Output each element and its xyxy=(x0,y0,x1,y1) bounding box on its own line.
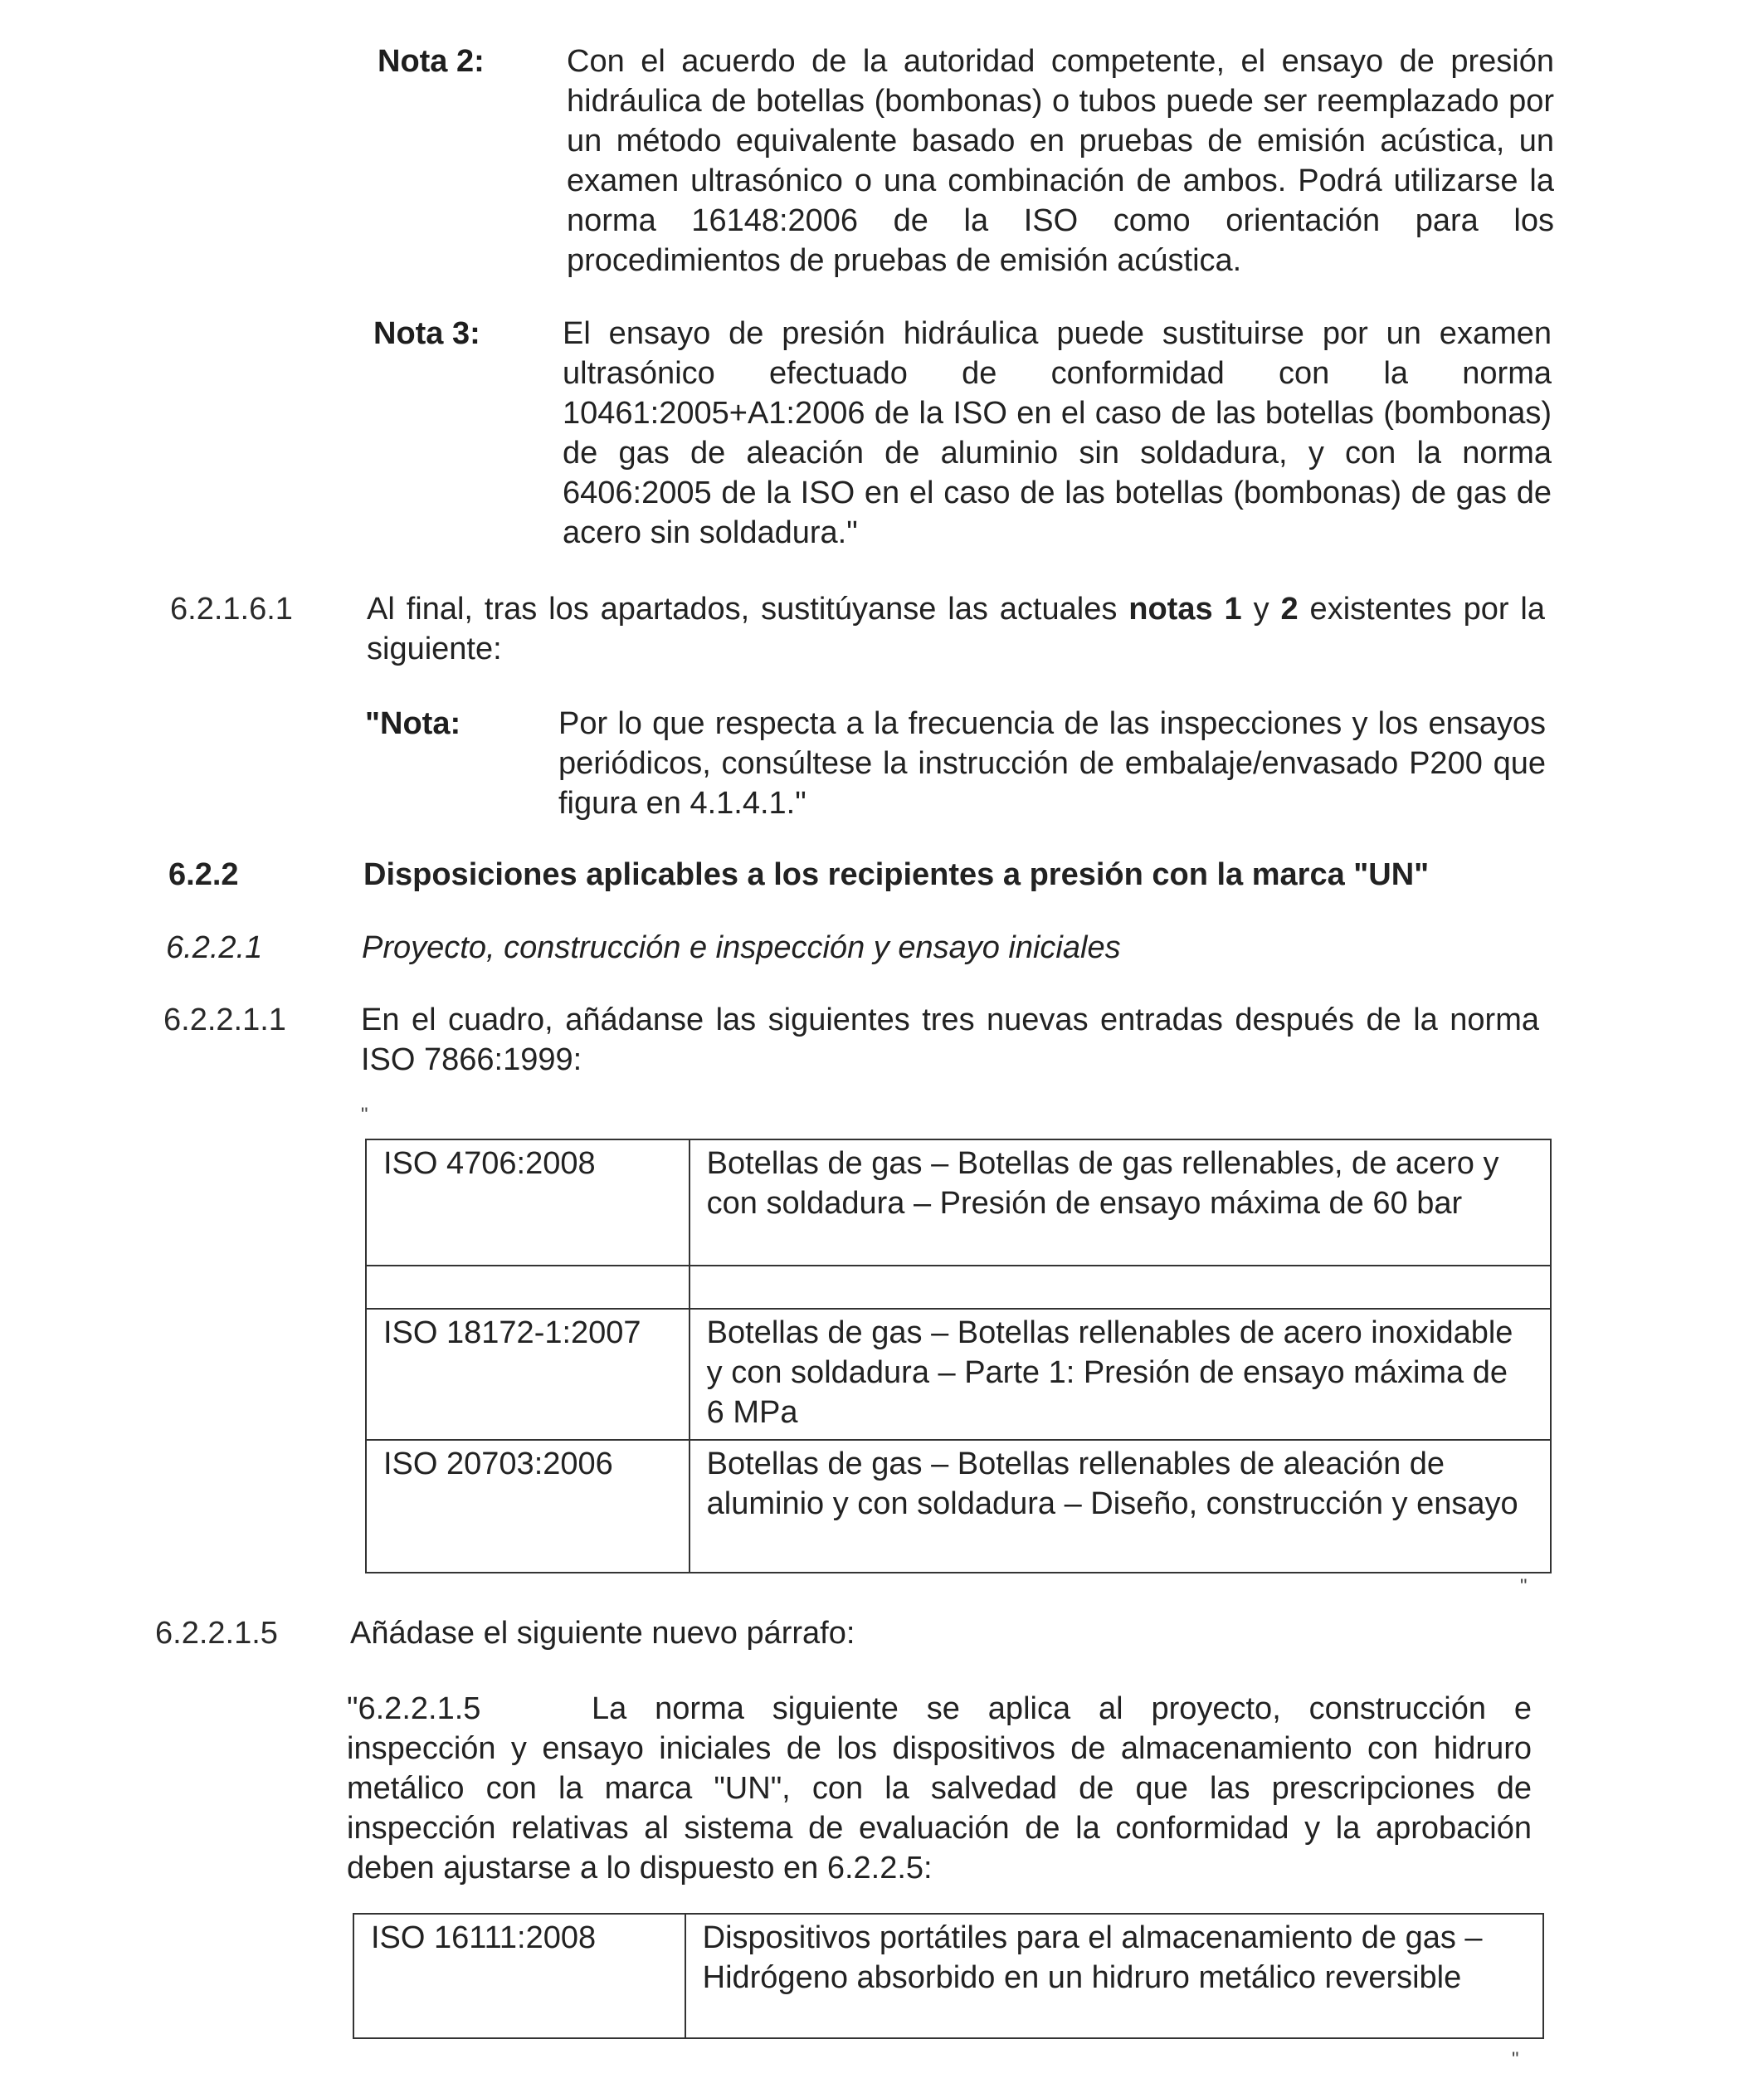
table-cell-description: Botellas de gas – Botellas rellenables de aleación de aluminio y con soldadura – Diseño, construcción y ensayo xyxy=(690,1440,1551,1573)
table-cell-description: Botellas de gas – Botellas de gas rellenables, de acero y con soldadura – Presión de ensayo máxima de 60 bar xyxy=(690,1139,1551,1266)
table-1-open-quote: " xyxy=(361,1104,368,1126)
note-2-label: Nota 2: xyxy=(378,44,485,79)
section-6-2-1-6-1-bold-two: 2 xyxy=(1280,592,1299,627)
section-6-2-1-6-1-text xyxy=(367,589,1545,669)
standards-table-1 xyxy=(365,1139,1552,1573)
table-cell-code: ISO 18172-1:2007 xyxy=(366,1309,690,1440)
table-row xyxy=(366,1440,1551,1573)
quoted-paragraph-number: "6.2.2.1.5 xyxy=(347,1691,481,1726)
quoted-paragraph-text: La norma siguiente se aplica al proyecto, construcción e inspección y ensayo iniciales de los dispositivos de almacenamiento con hidruro metálico con la marca "UN", con la salvedad de que las prescripciones de inspección relativas al sistema de evaluación de la conformidad y la aprobación deben ajustarse a lo dispuesto en 6.2.2.5: xyxy=(347,1691,1532,1886)
section-6-2-2-title: Disposiciones aplicables a los recipientes a presión con la marca "UN" xyxy=(363,857,1430,892)
table-row xyxy=(366,1266,1551,1309)
table-1-close-quote: " xyxy=(1520,1575,1528,1598)
table-row xyxy=(366,1309,1551,1440)
table-cell-code: ISO 16111:2008 xyxy=(353,1914,685,2038)
table-cell-description: Dispositivos portátiles para el almacenamiento de gas – Hidrógeno absorbido en un hidruro metálico reversible xyxy=(685,1914,1543,2038)
section-6-2-2-1-5-text: Añádase el siguiente nuevo párrafo: xyxy=(350,1616,855,1651)
section-number-6-2-2-1: 6.2.2.1 xyxy=(166,930,263,965)
section-number-6-2-2-1-1: 6.2.2.1.1 xyxy=(163,1003,286,1037)
note-3-text: El ensayo de presión hidráulica puede sustituirse por un examen ultrasónico efectuado de conformidad con la norma 10461:2005+A1:2006 de la ISO en el caso de las botellas (bombonas) de gas de aleación de aluminio sin soldadura, y con la norma 6406:2005 de la ISO en el caso de las botellas (bombonas) de gas de acero sin soldadura." xyxy=(563,316,1552,550)
note-3-label: Nota 3: xyxy=(373,316,480,351)
note-2-text: Con el acuerdo de la autoridad competente, el ensayo de presión hidráulica de botellas (bombonas) o tubos puede ser reemplazado por un método equivalente basado en pruebas de emisión acústica, un examen ultrasónico o una combinación de ambos. Podrá utilizarse la norma 16148:2006 de la ISO como orientación para los procedimientos de pruebas de emisión acústica. xyxy=(567,44,1554,278)
section-6-2-1-6-1-text-b: y xyxy=(1241,592,1281,627)
section-6-2-2-1-title: Proyecto, construcción e inspección y ensayo iniciales xyxy=(362,930,1121,965)
section-6-2-1-6-1-text-a: Al final, tras los apartados, sustitúyanse las actuales xyxy=(367,592,1129,627)
nota-text: Por lo que respecta a la frecuencia de las inspecciones y los ensayos periódicos, consúltese la instrucción de embalaje/envasado P200 que figura en 4.1.4.1." xyxy=(558,706,1546,821)
section-6-2-2-1-1-text: En el cuadro, añádanse las siguientes tres nuevas entradas después de la norma ISO 7866:1999: xyxy=(361,1003,1539,1077)
section-number-6-2-2: 6.2.2 xyxy=(168,857,239,892)
table-cell-code: ISO 20703:2006 xyxy=(366,1440,690,1573)
section-6-2-1-6-1-text-c: existentes por la siguiente: xyxy=(367,592,1545,666)
table-cell-description xyxy=(690,1266,1551,1309)
nota-label: "Nota: xyxy=(365,706,461,741)
table-cell-code xyxy=(366,1266,690,1309)
table-row xyxy=(366,1139,1551,1266)
table-cell-description: Botellas de gas – Botellas rellenables de acero inoxidable y con soldadura – Parte 1: Presión de ensayo máxima de 6 MPa xyxy=(690,1309,1551,1440)
table-row xyxy=(353,1914,1543,2038)
table-2-close-quote: " xyxy=(1512,2048,1519,2071)
section-6-2-1-6-1-bold-notes: notas 1 xyxy=(1128,592,1242,627)
section-number-6-2-2-1-5: 6.2.2.1.5 xyxy=(155,1616,278,1651)
section-number-6-2-1-6-1: 6.2.1.6.1 xyxy=(170,592,293,627)
table-cell-code: ISO 4706:2008 xyxy=(366,1139,690,1266)
standards-table-2 xyxy=(353,1913,1544,2039)
